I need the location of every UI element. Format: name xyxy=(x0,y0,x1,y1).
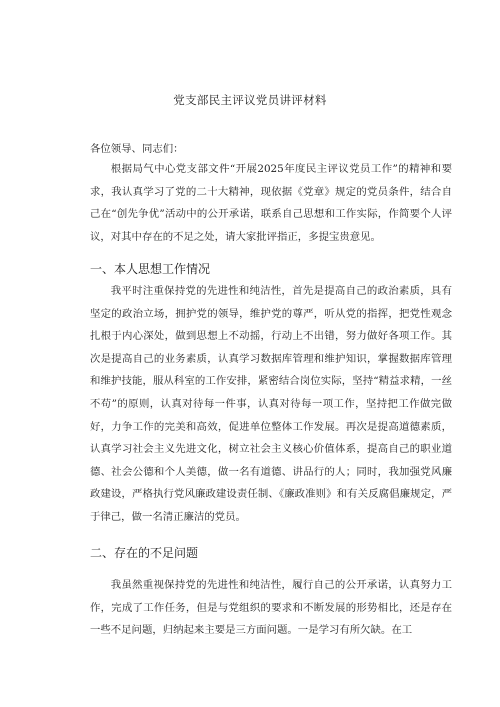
section-heading-2: 二、存在的不足问题 xyxy=(90,546,199,560)
intro-paragraph: 根据局气中心党支部文件“开展2025年度民主评议党员工作”的精神和要求，我认真学习了党的二十大精神，现依据《党章》规定的党员条件，结合自己在“创先争优”活动中的公开承诺，联系自己思想和工作实际，作简要个人评议，对其中存在的不足之处，请大家批评指正，多提宝贵意见。 xyxy=(90,163,452,243)
section-body-1: 我平时注重保持党的先进性和纯洁性，首先是提高自己的政治素质，具有坚定的政治立场，拥护党的领导，维护党的尊严，听从党的指挥，把党性观念扎根于内心深处，做到思想上不动摇，行动上不出错，努力做好各项工作。其次是提高自己的业务素质，认真学习数据库管理和维护知识，掌握数据库管理和维护技能，服从科室的工作安排，紧密结合岗位实际，坚持“精益求精，一丝不苟”的原则，认真对待每一件事，认真对待每一项工作，坚持把工作做完做好，力争工作的完美和高效，促进单位整体工作发展。再次是提高道德素质，认真学习社会主义先进文化，树立社会主义核心价值体系，提高自己的职业道德、社会公德和个人美德，做一名有道德、讲品行的人；同时，我加强党风廉政建设，严格执行党风廉政建设责任制、《廉政准则》和有关反腐倡廉规定，严于律己，做一名清正廉洁的党员。 xyxy=(90,285,452,523)
section-heading-1: 一、本人思想工作情况 xyxy=(90,262,211,276)
document-title: 党支部民主评议党员讲评材料 xyxy=(173,93,327,107)
section-body-2: 我虽然重视保持党的先进性和纯洁性，履行自己的公开承诺，认真努力工作，完成了工作任务，但是与党组织的要求和不断发展的形势相比，还是存在一些不足问题，归纳起来主要是三方面问题。一是学习有所欠缺。在工 xyxy=(90,579,452,637)
salutation: 各位领导、同志们： xyxy=(90,143,184,155)
